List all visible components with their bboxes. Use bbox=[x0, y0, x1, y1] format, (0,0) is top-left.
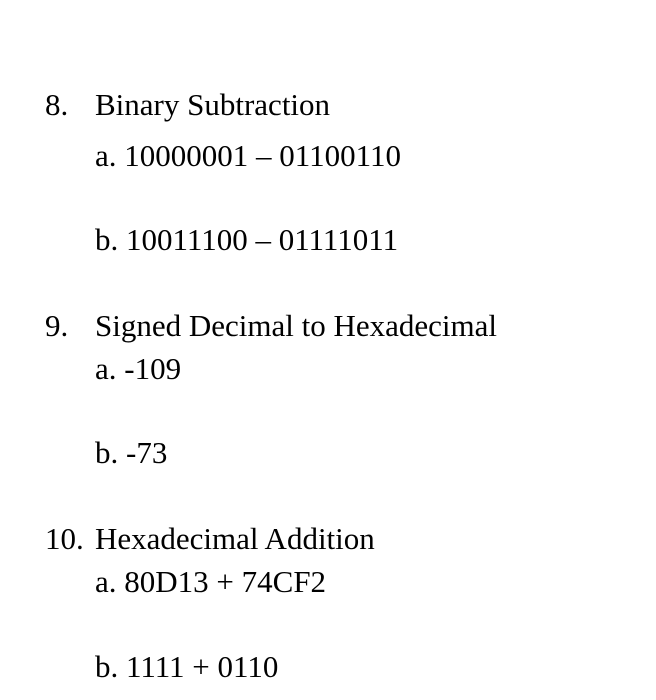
problem-number: 9. bbox=[45, 308, 69, 343]
part-expression: -73 bbox=[126, 435, 168, 470]
part-label: b. bbox=[95, 222, 119, 257]
part-label: a. bbox=[95, 351, 117, 386]
problem-part bbox=[95, 649, 278, 685]
problem-part bbox=[95, 222, 398, 258]
problem-part bbox=[95, 564, 326, 600]
part-expression: 80D13 + 74CF2 bbox=[124, 564, 327, 599]
part-label: b. bbox=[95, 649, 119, 684]
problem-part bbox=[95, 351, 181, 387]
problem-heading bbox=[45, 521, 645, 557]
problem-title: Binary Subtraction bbox=[95, 87, 331, 122]
problem-number: 10. bbox=[45, 521, 84, 556]
problem-number: 8. bbox=[45, 87, 69, 122]
problem-heading bbox=[45, 87, 645, 123]
part-expression: 1111 + 0110 bbox=[126, 649, 279, 684]
part-label: b. bbox=[95, 435, 119, 470]
problem-title: Signed Decimal to Hexadecimal bbox=[95, 308, 498, 343]
part-label: a. bbox=[95, 564, 117, 599]
part-expression: 10011100 – 01111011 bbox=[126, 222, 399, 257]
part-expression: -109 bbox=[124, 351, 182, 386]
problem-title: Hexadecimal Addition bbox=[95, 521, 375, 556]
problem-part bbox=[95, 435, 167, 471]
problem-heading bbox=[45, 308, 645, 344]
problem-part bbox=[95, 138, 401, 174]
part-label: a. bbox=[95, 138, 117, 173]
part-expression: 10000001 – 01100110 bbox=[124, 138, 401, 173]
